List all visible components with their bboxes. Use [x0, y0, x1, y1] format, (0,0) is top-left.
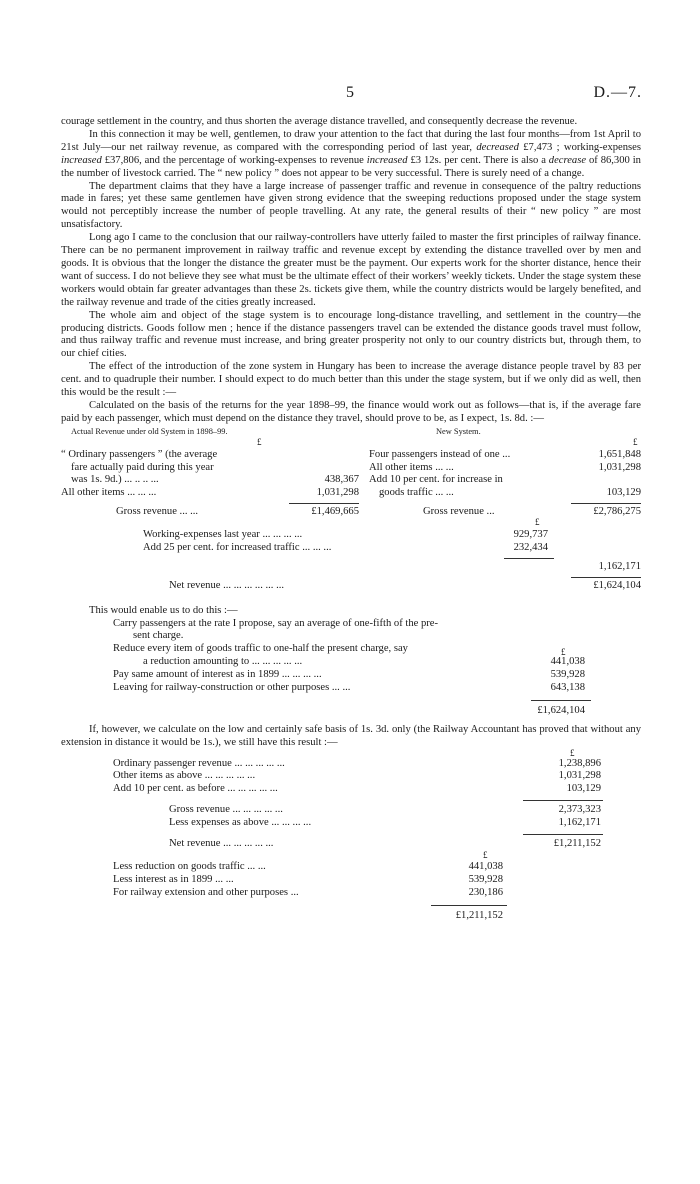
- new-four-passengers-label: Four passengers instead of one ...: [369, 448, 511, 460]
- page-body: [61, 116, 641, 923]
- sum-rule: [523, 800, 603, 801]
- emphasis-decreased: decreased: [476, 141, 519, 153]
- old-other-items-value: 1,031,298: [316, 487, 359, 499]
- paragraph-revenue-comparison: In this connection it may be well, gentlemen, to draw your attention to the fact that during the last four months—from 1st April to 21st July—our net railway revenue, as compared with the corresponding period of last year, decreased £7,473 ; working-expenses increased £37,806, and the percentage of working-expenses to revenue increased £3 12s. per cent. There is also a decrease of 86,300 in the number of livestock carried. The “ new policy ” does not appear to be very successful. There is surely need of a change.: [61, 128, 642, 179]
- interest-value: 539,928: [550, 669, 585, 681]
- working-expenses-label: Working-expenses last year ... ... ... ...: [143, 529, 303, 541]
- old-other-items-label: All other items ... ... ...: [61, 487, 157, 499]
- emphasis-decrease: decrease: [548, 154, 587, 166]
- page-number: 5: [346, 84, 354, 101]
- proposal-intro: This would enable us to do this :—: [89, 604, 238, 616]
- construction-value: 643,138: [550, 682, 585, 693]
- sum-rule: [523, 834, 603, 835]
- pound-sign: £: [483, 849, 488, 860]
- net-revenue-label: Net revenue ... ... ... ... ...: [169, 838, 274, 850]
- old-gross-revenue-label: Gross revenue ... ...: [116, 506, 199, 518]
- sum-rule: [289, 503, 359, 504]
- new-goods-increase-value: 103,129: [606, 487, 641, 499]
- new-four-passengers-value: 1,651,848: [598, 448, 641, 460]
- less-expenses-value: 1,162,171: [558, 817, 601, 829]
- old-system-heading: Actual Revenue under old System in 1898–99.: [71, 426, 228, 436]
- less-goods-reduction-value: 441,038: [468, 860, 503, 872]
- net-revenue-label: Net revenue ... ... ... ... ... ...: [169, 579, 285, 591]
- paragraph-low-basis: If, however, we calculate on the low and certainly safe basis of 1s. 3d. only (the Railway Accountant has proved that without any extension in distance it would be 1s.), we still have this result :—: [61, 723, 641, 748]
- emphasis-increased: increased: [61, 154, 102, 166]
- ordinary-passenger-revenue-value: 1,238,896: [558, 757, 601, 769]
- emphasis-increased: increased: [366, 154, 408, 166]
- old-ordinary-passengers-label: “ Ordinary passengers ” (the average: [61, 448, 218, 460]
- construction-label: Leaving for railway-construction or other purposes ... ...: [113, 682, 351, 693]
- gross-revenue-label: Gross revenue ... ... ... ... ...: [169, 804, 283, 816]
- railway-extension-value: 230,186: [468, 886, 503, 898]
- add-ten-percent-value: 103,129: [566, 783, 601, 795]
- revenue-comparison-table: Actual Revenue under old System in 1898–99. New System. £ £ “ Ordinary passengers ” (the average Four passengers instead of one ... 1,651,848 fare actually paid during this year All other items ... ... 1,031,298 was 1s. 9d.) ... .. .. ... 438,367 Add 10 per cent. for increase in All other items ... ... ... 1,031,298 goods traffic ... ... 103,129 Gross revenue ... ... £1,469,665 Gross revenue ... £2,786,275 £ Working-expenses last year ... ... ... ... 929,737 Add 25 per cent. for increased traffic ... ... ... 232,434 1,162,171 Net revenue ... ... ... ... ... ... £1,624,104: [61, 426, 641, 591]
- goods-reduction-value: 441,038: [550, 656, 585, 668]
- other-items-label: Other items as above ... ... ... ... ...: [113, 770, 256, 782]
- increased-traffic-label: Add 25 per cent. for increased traffic ... ... ...: [143, 541, 332, 553]
- reduce-goods-label: Reduce every item of goods traffic to one-half the present charge, say: [113, 643, 408, 655]
- increased-traffic-value: 232,434: [513, 541, 548, 553]
- railway-extension-label: For railway extension and other purposes ...: [113, 886, 299, 898]
- old-gross-revenue-value: £1,469,665: [311, 506, 359, 518]
- working-expenses-total: 1,162,171: [598, 560, 641, 572]
- paragraph-continuation: courage settlement in the country, and thus shorten the average distance travelled, and consequently decrease the revenue.: [61, 116, 578, 127]
- paragraph-railway-finance: Long ago I came to the conclusion that our railway-controllers have utterly failed to master the first principles of railway finance. There can be no permanent improvement in railway traffic and revenue except by extending the distance travelled over by men and goods. It is obvious that the longer the distance the greater must be the payment. Our experts work for the shorter distance, hence their want of success. I do not believe they see what must be the ultimate effect of their workers’ weekly tickets. Under the stage system these workers would obtain far greater advantages than these 2s. tickets give them, while the country districts would be largely benefited, and the railway revenue and trade of the cities greatly increased.: [61, 232, 641, 308]
- old-ordinary-passengers-value: 438,367: [324, 474, 359, 486]
- less-interest-label: Less interest as in 1899 ... ...: [113, 873, 234, 885]
- gross-revenue-value: 2,373,323: [558, 804, 601, 816]
- pound-sign: £: [535, 517, 540, 528]
- net-revenue-value: £1,624,104: [593, 579, 641, 591]
- working-expenses-value: 929,737: [513, 529, 548, 541]
- less-goods-reduction-label: Less reduction on goods traffic ... ...: [113, 860, 266, 872]
- other-items-value: 1,031,298: [558, 770, 601, 782]
- pound-sign: £: [257, 436, 262, 447]
- sum-rule: [504, 558, 554, 559]
- new-other-items-label: All other items ... ...: [369, 461, 454, 473]
- proposal-total: £1,624,104: [537, 704, 585, 716]
- sum-rule: [571, 577, 641, 578]
- pound-sign: £: [561, 647, 566, 658]
- pound-sign: £: [633, 436, 638, 447]
- paragraph-department-claims: The department claims that they have a large increase of passenger traffic and revenue in consequence of the paltry reductions made in fares; yet these same gentlemen have given strong evidence that the sweeping reductions proposed under the stage system would not perceptibly increase the number of people travelling. At any rate, the general results of their “ new policy ” are most unsatisfactory.: [61, 180, 641, 231]
- less-interest-value: 539,928: [468, 873, 503, 885]
- pound-sign: £: [570, 747, 575, 758]
- new-gross-revenue-label: Gross revenue ...: [423, 506, 495, 518]
- final-total: £1,211,152: [455, 909, 503, 921]
- sum-rule: [431, 905, 507, 906]
- new-system-heading: New System.: [436, 426, 481, 436]
- sum-rule: [531, 700, 591, 701]
- carry-passengers-label: Carry passengers at the rate I propose, say an average of one-fifth of the pre-: [113, 617, 439, 629]
- document-reference: D.—7.: [593, 84, 642, 101]
- paragraph-stage-system: The whole aim and object of the stage system is to encourage long-distance travelling, and settlement in the country—the producing districts. Goods follow men ; hence if the distance passengers travel can be extended the distance goods travel must follow, and thus railway traffic and revenue must increase, and bring greater prosperity not only to our country districts but, through them, to our chief cities.: [61, 309, 641, 360]
- new-other-items-value: 1,031,298: [598, 461, 641, 473]
- low-basis-table: [61, 747, 641, 923]
- paragraph-hungary-zone: The effect of the introduction of the zone system in Hungary has been to increase the average distance people travel by 83 per cent. and to quadruple their number. I should expect to do much better than this under the stage system, but if we only did as well, then this would be the result :—: [61, 361, 641, 399]
- add-ten-percent-label: Add 10 per cent. as before ... ... ... ... ...: [113, 783, 278, 795]
- ordinary-passenger-revenue-label: Ordinary passenger revenue ... ... ... ... ...: [113, 757, 285, 769]
- proposal-table: This would enable us to do this :— Carry passengers at the rate I propose, say an average of one-fifth of the pre- sent charge. Reduce every item of goods traffic to one-half the present charge, say £ a reduction amounting to ... ... ... ... ... 441,038 Pay same amount of interest as in 1899 ... ... ... ... 539,928 Leaving for railway-construction or other purposes ... ... 643,138 £1,624,104: [61, 605, 641, 718]
- new-gross-revenue-value: £2,786,275: [593, 506, 641, 518]
- interest-label: Pay same amount of interest as in 1899 ... ... ... ...: [113, 669, 322, 681]
- sum-rule: [571, 503, 641, 504]
- new-goods-increase-label: Add 10 per cent. for increase in: [369, 474, 503, 486]
- net-revenue-value: £1,211,152: [553, 838, 601, 850]
- less-expenses-label: Less expenses as above ... ... ... ...: [169, 817, 312, 829]
- paragraph-calculation-basis: Calculated on the basis of the returns for the year 1898–99, the finance would work out as follows—that is, if the average fare paid by each passenger, which must depend on the distance they travel, should prove to be, as I expect, 1s. 8d. :—: [61, 399, 641, 424]
